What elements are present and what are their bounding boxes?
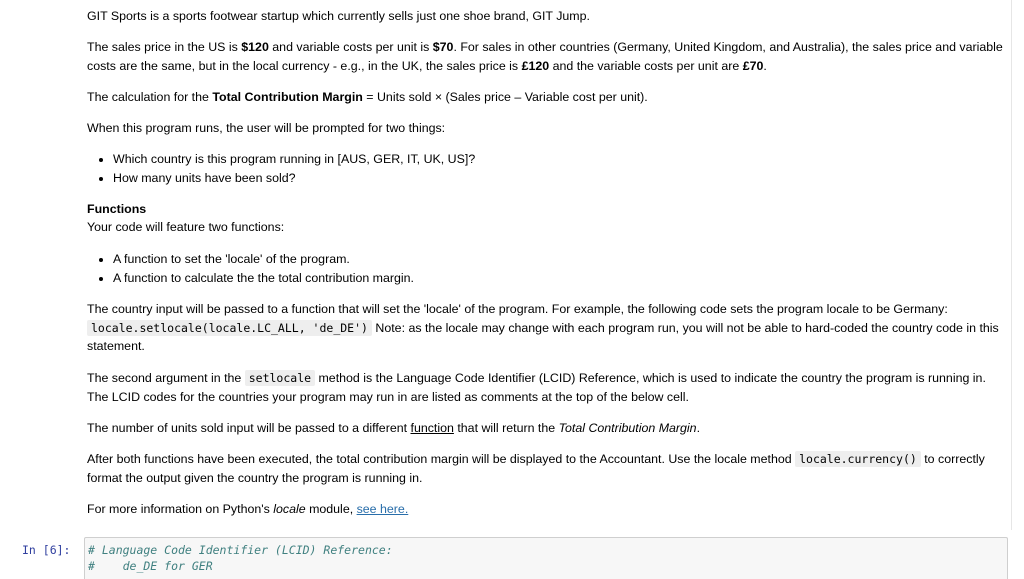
setlocale-inline-code: setlocale [245, 370, 315, 386]
code-cell[interactable] [0, 537, 1012, 579]
formula-paragraph: The calculation for the Total Contribution Margin = Units sold × (Sales price – Variable cost per unit). [87, 90, 648, 104]
list-item: • A function to calculate the the total contribution margin. [113, 269, 414, 288]
pricing-paragraph: The sales price in the US is $120 and variable costs per unit is $70. For sales in other countries (Germany, United Kingdom, and Australia), the sales price and variable costs are the same, but in the local currency - e.g., in the UK, the sales price is £120 and the variable costs per unit are £70. [87, 40, 1003, 73]
list-item: • Which country is this program running in [AUS, GER, IT, UK, US]? [113, 150, 475, 169]
cell-prompt: In [6]: [22, 543, 71, 557]
see-here-link[interactable]: see here. [356, 502, 409, 516]
list-item: • How many units have been sold? [113, 169, 475, 188]
prompts-list [87, 150, 475, 187]
intro-paragraph: GIT Sports is a sports footwear startup which currently sells just one shoe brand, GIT Jump. [87, 9, 590, 23]
setlocale-paragraph: The country input will be passed to a function that will set the 'locale' of the program. For example, the following code sets the program locale to be Germany: locale.setlocale(locale.LC_ALL, 'de_DE') Note: as the locale may change with each program run, you will not be able to hard-coded the country code in this statement. [87, 302, 999, 354]
functions-heading: Functions [87, 202, 147, 216]
currency-paragraph: After both functions have been executed, the total contribution margin will be displayed to the Accountant. Use the locale method locale.currency() to correctly format the output given the country the program is running in. [87, 452, 985, 485]
prompts-intro: When this program runs, the user will be prompted for two things: [87, 121, 446, 135]
currency-code: locale.currency() [795, 451, 921, 467]
units-paragraph: The number of units sold input will be passed to a different function that will return the Total Contribution Margin. [87, 421, 701, 435]
list-item: • A function to set the 'locale' of the program. [113, 250, 414, 269]
code-comment-line: # Language Code Identifier (LCID) Reference: [88, 543, 393, 557]
more-info-paragraph: For more information on Python's locale module, see here. [87, 502, 409, 516]
function-link[interactable]: function [410, 421, 454, 435]
code-comment-line: # de_DE for GER [88, 559, 213, 573]
lcid-paragraph: The second argument in the setlocale method is the Language Code Identifier (LCID) Reference, which is used to indicate the country the program is running in. The LCID codes for the countries your program may run in are listed as comments at the top of the below cell. [87, 371, 986, 404]
functions-intro: Your code will feature two functions: [87, 220, 285, 234]
functions-list [87, 250, 414, 287]
code-editor[interactable] [84, 537, 1008, 579]
setlocale-code: locale.setlocale(locale.LC_ALL, 'de_DE') [87, 320, 372, 336]
